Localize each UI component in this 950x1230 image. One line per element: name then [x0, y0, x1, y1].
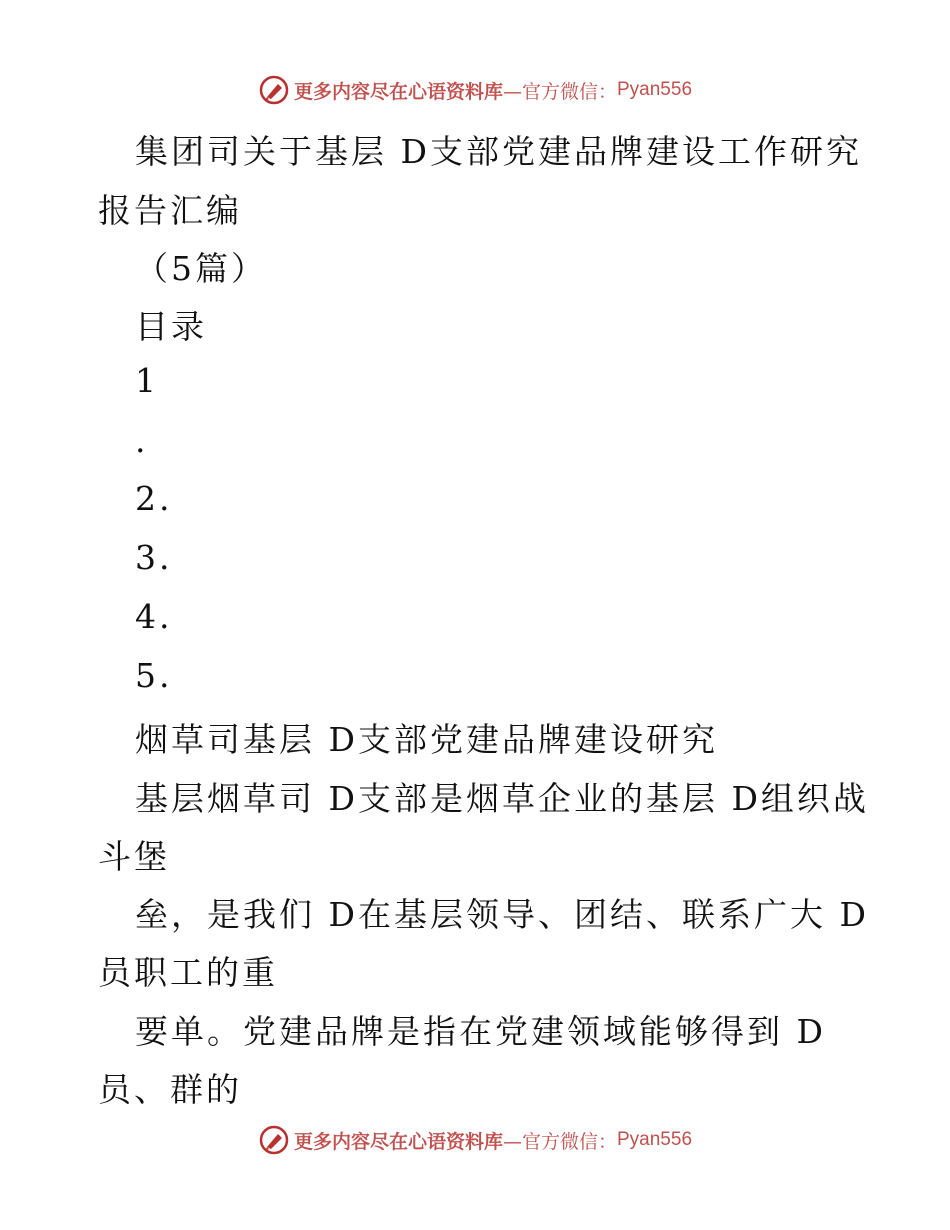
toc-item: 1	[135, 361, 159, 400]
document-count: （5篇）	[135, 249, 267, 288]
paragraph-line: 基层烟草司 D支部是烟草企业的基层 D组织战	[135, 779, 869, 818]
paragraph-line: 员、群的	[98, 1070, 242, 1109]
toc-item: 2.	[135, 479, 173, 518]
toc-item: .	[135, 421, 149, 460]
toc-item: 4.	[135, 597, 173, 636]
section-title: 烟草司基层 D支部党建品牌建设研究	[135, 720, 718, 759]
header-banner	[0, 70, 950, 110]
pen-logo-icon	[258, 74, 290, 106]
toc-item: 3.	[135, 538, 173, 577]
banner-wechat-id: Pyan556	[617, 1129, 693, 1150]
paragraph-line: 要单。党建品牌是指在党建领域能够得到 D	[135, 1012, 826, 1051]
paragraph-line: 垒，是我们 D在基层领导、团结、联系广大 D	[135, 895, 869, 934]
paragraph-line: 员职工的重	[98, 953, 278, 992]
banner-wechat-label: —官方微信：	[502, 1130, 617, 1153]
paragraph-line: 斗堡	[98, 837, 170, 876]
banner-site-text: 更多内容尽在心语资料库	[293, 1130, 503, 1153]
banner-wechat-label: —官方微信：	[502, 80, 617, 103]
banner-site-text: 更多内容尽在心语资料库	[293, 80, 503, 103]
toc-item: 5.	[135, 656, 173, 695]
toc-heading: 目录	[135, 307, 207, 346]
banner-wechat-id: Pyan556	[617, 79, 693, 100]
footer-banner	[0, 1120, 950, 1160]
document-title-line-2: 报告汇编	[98, 191, 242, 230]
document-title-line-1: 集团司关于基层 D支部党建品牌建设工作研究	[135, 132, 862, 171]
pen-logo-icon	[258, 1124, 290, 1156]
